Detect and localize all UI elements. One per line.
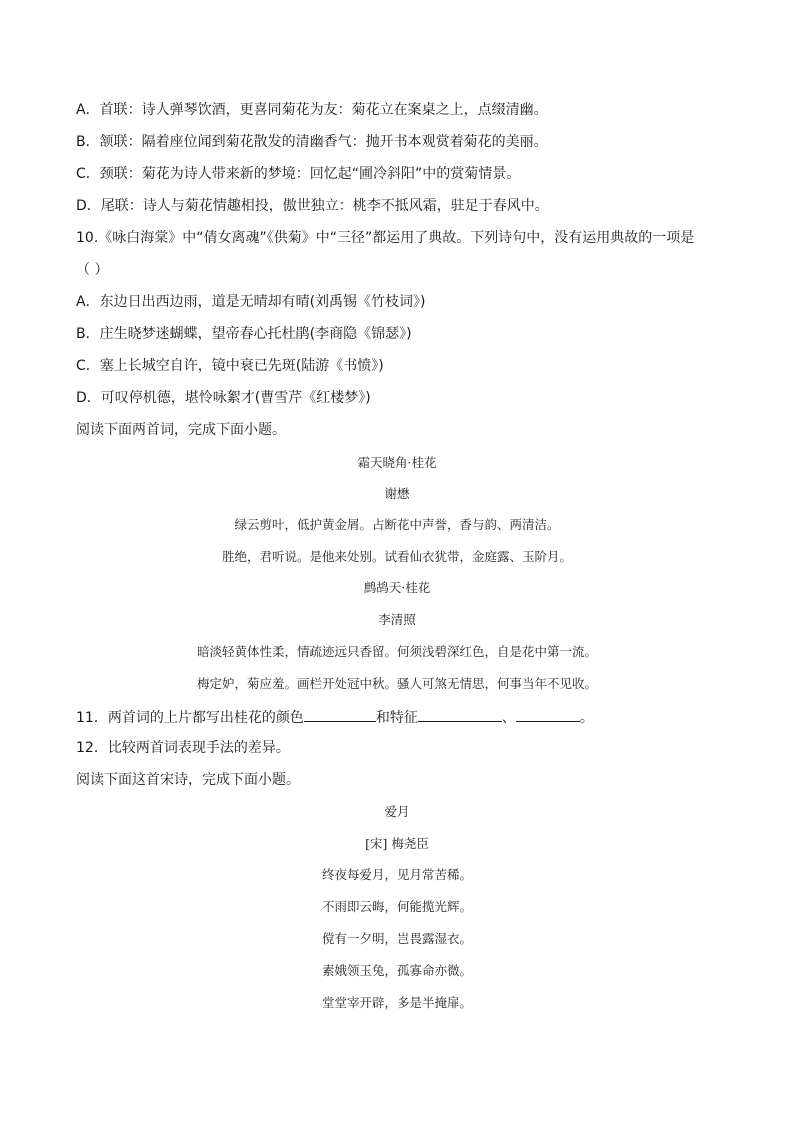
q9-option-b: B．颔联：隔着座位闻到菊花散发的清幽香气：抛开书本观赏着菊花的美丽。: [76, 134, 548, 150]
poem3-title: 爱月: [384, 804, 410, 819]
poem2-title: 鹧鸪天·桂花: [363, 580, 431, 595]
poem2-line-2: 梅定妒，菊应羞。画栏开处冠中秋。骚人可煞无情思，何事当年不见收。: [196, 676, 597, 691]
q11-feature-blank-2[interactable]: [516, 706, 580, 722]
q11-text-1: 11．两首词的上片都写出桂花的颜色: [76, 710, 304, 726]
q11-color-blank[interactable]: [304, 706, 376, 722]
q11-text-4: 。: [579, 710, 594, 726]
q11-text-2: 和特征: [375, 710, 418, 726]
poem1-author: 谢懋: [384, 486, 410, 501]
q10-option-d: D．可叹停机德，堪怜咏絮才(曹雪芹《红楼梦》): [76, 390, 371, 406]
q10-option-a: A．东边日出西边雨，道是无晴却有晴(刘禹锡《竹枝词》): [76, 294, 426, 310]
poem3-line-4: 素娥领玉兔，孤寡命亦微。: [321, 963, 472, 978]
reading-intro-song-poem: 阅读下面这首宋诗，完成下面小题。: [76, 772, 300, 788]
poem1-line-2: 胜绝，君听说。是他来处别。试看仙衣犹带，金庭露、玉阶月。: [221, 549, 572, 564]
q11-feature-blank-1[interactable]: [418, 706, 502, 722]
poem1-title: 霜天晓角·桂花: [357, 455, 437, 470]
q12-question: 12．比较两首词表现手法的差异。: [76, 740, 290, 756]
poem3-line-1: 终夜每爱月，见月常苦稀。: [321, 867, 472, 882]
q10-answer-paren: （ ）: [76, 262, 109, 278]
reading-intro-ci: 阅读下面两首词，完成下面小题。: [76, 422, 286, 438]
poem2-author: 李清照: [378, 612, 416, 627]
q11-question: [76, 706, 594, 728]
poem3-author: [宋] 梅尧臣: [365, 836, 429, 851]
poem3-line-2: 不雨即云晦，何能揽光辉。: [321, 899, 472, 914]
poem3-line-3: 傥有一夕明，岂畏露湿衣。: [321, 931, 472, 946]
poem1-line-1: 绿云剪叶，低护黄金屑。占断花中声誉，香与韵、两清洁。: [234, 517, 560, 532]
q11-text-3: 、: [501, 710, 516, 726]
q9-option-c: C．颈联：菊花为诗人带来新的梦境：回忆起“圃冷斜阳”中的赏菊情景。: [76, 166, 521, 182]
q10-stem: 10.《咏白海棠》中“倩女离魂”《供菊》中“三径”都运用了典故。下列诗句中，没有运用典故的一项是: [76, 230, 695, 246]
poem2-line-1: 暗淡轻黄体性柔，情疏迹远只香留。何须浅碧深红色，自是花中第一流。: [196, 644, 597, 659]
q9-option-d: D．尾联：诗人与菊花情趣相投，傲世独立：桃李不抵风霜，驻足于春风中。: [76, 198, 549, 214]
q10-option-b: B．庄生晓梦迷蝴蝶，望帝春心托杜鹃(李商隐《锦瑟》): [76, 326, 412, 342]
q9-option-a: A．首联：诗人弹琴饮酒，更喜同菊花为友：菊花立在案桌之上，点缀清幽。: [76, 102, 548, 118]
q10-option-c: C．塞上长城空自许，镜中衰已先斑(陆游《书愤》): [76, 358, 384, 374]
poem3-line-5: 堂堂宰开辟，多是半掩扉。: [321, 995, 472, 1010]
